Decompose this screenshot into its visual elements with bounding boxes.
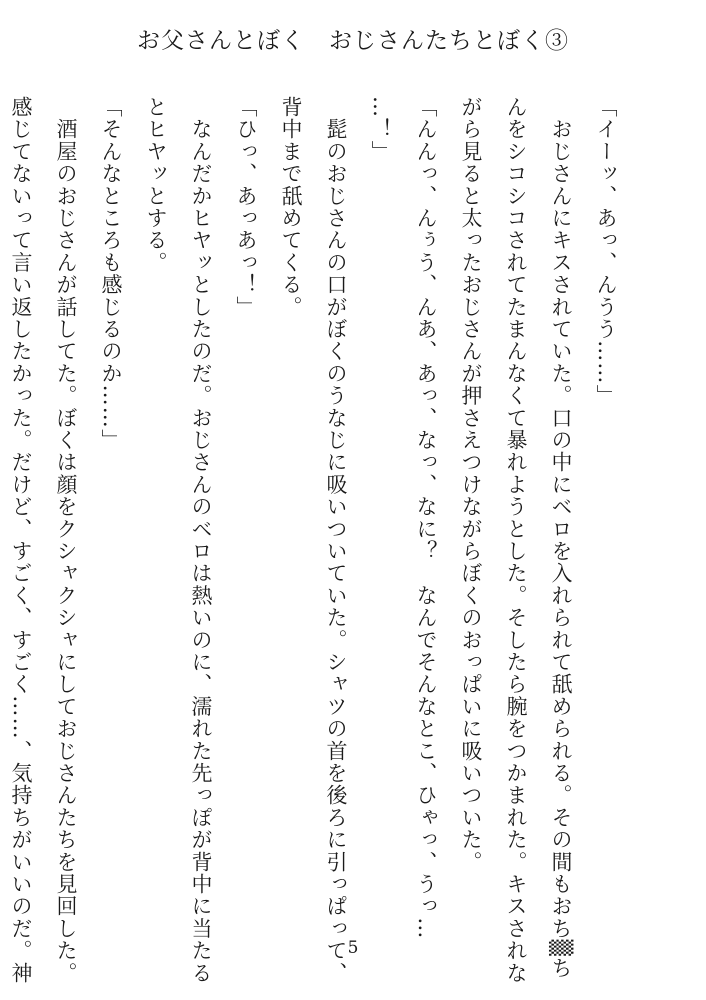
text-line: おじさんにキスされていた。口の中にベロを入れられて舐められる。その間もおち▒ち (549, 96, 573, 980)
text-line: 「そんなところも感じるのか……」 (99, 96, 123, 452)
page-title: お父さんとぼく おじさんたちとぼく③ (137, 28, 569, 54)
text-line: …！」 (369, 96, 393, 163)
text-line: 酒屋のおじさんが話してた。ぼくは顔をクシャクシャにしておじさんたちを見回した。 (54, 96, 78, 984)
text-line: がら見ると太ったおじさんが押さえつけながらぼくのおっぱいに吸いついた。 (459, 96, 483, 873)
text-line: 「イーッ、あっ、んうう……」 (594, 96, 618, 407)
text-line: とヒヤッとする。 (144, 96, 168, 274)
text-line: 「んんっ、んぅう、んあ、あっ、なっ、なに？ なんでそんなとこ、ひゃっ、うっ… (414, 96, 438, 940)
text-line: 「ひっ、あっあっ！」 (234, 96, 258, 318)
novel-body (9, 96, 628, 984)
text-line: なんだかヒヤッとしたのだ。おじさんのベロは熱いのに、濡れた先っぽが背中に当たる (189, 96, 213, 984)
text-line: 感じてないって言い返したかった。だけど、すごく、すごく……、気持ちがいいのだ。神 (9, 96, 33, 984)
text-line: んをシコシコされてたまんなくて暴れようとした。そしたら腕をつかまれた。キスされな (504, 96, 528, 984)
text-line: 髭のおじさんの口がぼくのうなじに吸いついていた。シャツの首を後ろに引っぱって、 (324, 96, 348, 984)
page-number: 5 (347, 938, 359, 958)
text-line: 背中まで舐めてくる。 (279, 96, 303, 318)
